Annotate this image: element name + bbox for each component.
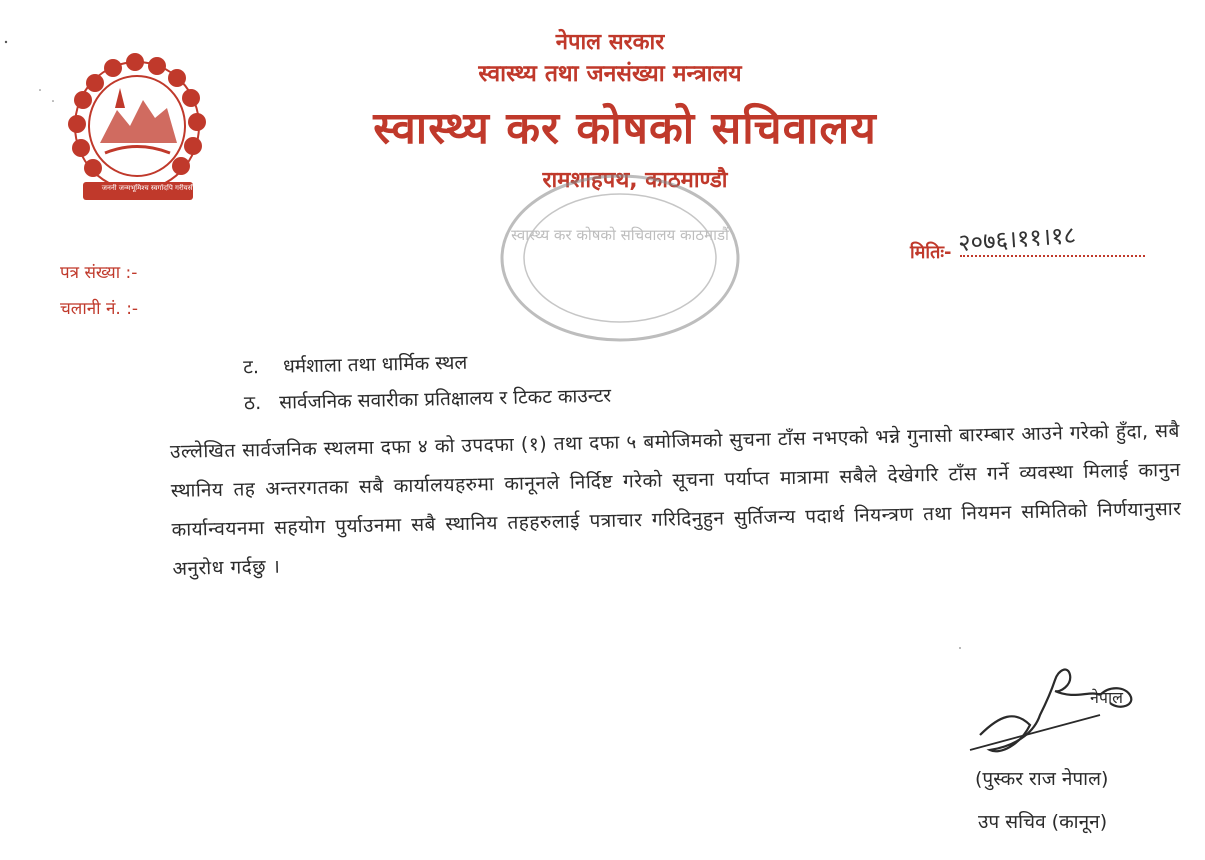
emblem-motto: जननी जन्मभूमिश्च स्वर्गादपि गरीयसी bbox=[101, 184, 195, 192]
body-paragraph: उल्लेखित सार्वजनिक स्थलमा दफा ४ को उपदफा (१) तथा दफा ५ बमोजिमको सुचना टाँस नभएको भन्ने गुनासो बारम्बार आउने गरेको हुँदा, सबै स्थानिय तह अन्तरगतका सबै कार्यालयहरुमा कानूनले निर्दिष्ट गरेको सूचना पर्याप्त मात्रामा सबैले देखेगरि टाँस गर्ने व्यवस्था मिलाई कानुन कार्यान्वयनमा सहयोग पुर्याउनमा सबै स्थानिय तहहरुलाई पत्राचार गरिदिनुहुन सुर्तिजन्य पदार्थ नियन्त्रण तथा नियमन समितिको निर्णयानुसार अनुरोध गर्दछु । bbox=[169, 419, 1182, 580]
item-text: धर्मशाला तथा धार्मिक स्थल bbox=[282, 351, 468, 378]
letter-number-label: पत्र संख्या :- bbox=[60, 263, 138, 283]
letter-body bbox=[168, 334, 1193, 589]
dispatch-number-label: चलानी नं. :- bbox=[60, 299, 139, 319]
signature-icon bbox=[960, 655, 1160, 770]
item-marker: ठ. bbox=[243, 392, 262, 415]
ministry-name: स्वास्थ्य तथा जनसंख्या मन्त्रालय bbox=[478, 61, 742, 87]
government-name: नेपाल सरकार bbox=[555, 30, 665, 55]
office-stamp-icon bbox=[495, 170, 745, 345]
office-address: रामशाहपथ, काठमाण्डौ bbox=[542, 168, 728, 193]
date-underline bbox=[960, 255, 1145, 257]
signature-text: नेपाल bbox=[1090, 688, 1123, 707]
item-marker: ट. bbox=[243, 356, 260, 379]
item-text: सार्वजनिक सवारीका प्रतिक्षालय र टिकट काउन्टर bbox=[279, 384, 612, 414]
office-name: स्वास्थ्य कर कोषको सचिवालय bbox=[373, 103, 877, 154]
date-value: २०७६।११।१८ bbox=[957, 220, 1077, 258]
signer-designation: उप सचिव (कानून) bbox=[978, 811, 1108, 833]
stamp-text: स्वास्थ्य कर कोषको सचिवालय काठमाडौं bbox=[511, 226, 729, 244]
signer-name: (पुस्कर राज नेपाल) bbox=[975, 768, 1109, 790]
date-label: मितिः- bbox=[910, 242, 952, 263]
